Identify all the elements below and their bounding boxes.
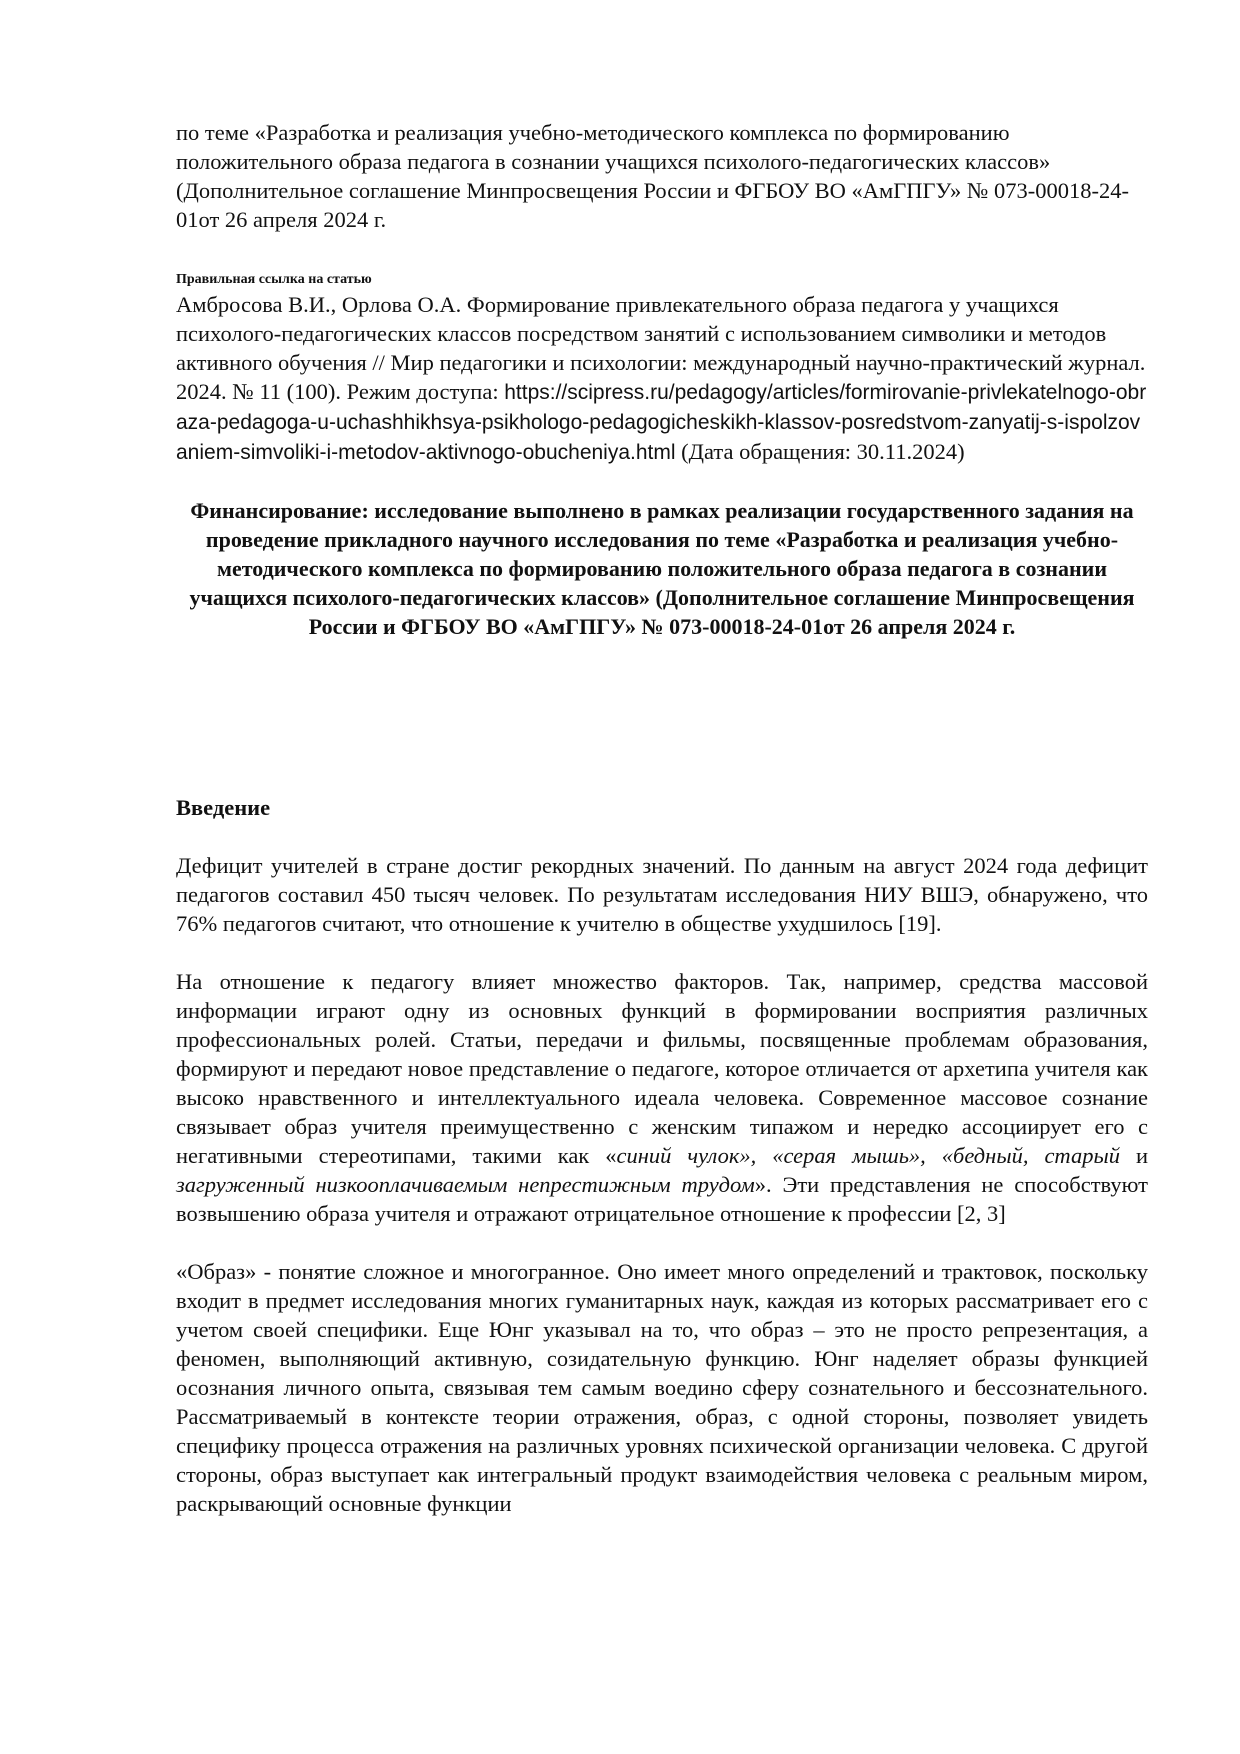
paragraph-2-italic-2: загруженный низкооплачиваемым непрестижным трудом	[176, 1172, 755, 1197]
paragraph-2-text-1: На отношение к педагогу влияет множество факторов. Так, например, средства массовой информации играют одну из основных функций в формировании восприятия различных профессиональных ролей. Статьи, передачи и фильмы, посвященные проблемам образования, формируют и передают новое представление о педагоге, которое отличается от архетипа учителя как высоко нравственного и интеллектуального идеала человека. Современное массовое сознание связывает образ учителя преимущественно с женским типажом и нередко ассоциирует его с негативными стереотипами, такими как «	[176, 969, 1148, 1168]
reference-citation	[176, 290, 1148, 467]
paragraph-2-italic-1: синий чулок», «серая мышь», «бедный, старый	[616, 1143, 1120, 1168]
reference-url-link[interactable]: https://scipress.ru/pedagogy/articles/formirovanie-privlekatelnogo-obraza-pedagoga-u-uchashhikhsya-psikhologo-pedagogicheskikh-klassov-posredstvom-zanyatij-s-ispolzovaniem-simvoliki-i-metodov-aktivnogo-obucheniya.html	[176, 381, 1147, 464]
document-page	[176, 118, 1148, 1518]
funding-statement: Финансирование: исследование выполнено в рамках реализации государственного задания на проведение прикладного научного исследования по теме «Разработка и реализация учебно-методического комплекса по формированию положительного образа педагога в сознании учащихся психолого-педагогических классов» (Дополнительное соглашение Минпросвещения России и ФГБОУ ВО «АмГПГУ» № 073-00018-24-01от 26 апреля 2024 г.	[189, 498, 1135, 639]
reference-access-date: (Дата обращения: 30.11.2024)	[675, 439, 965, 464]
body-paragraph-2	[176, 967, 1148, 1228]
reference-citation-text: Амбросова В.И., Орлова О.А. Формирование привлекательного образа педагога у учащихся психолого-педагогических классов посредством занятий с использованием символики и методов активного обучения // Мир педагогики и психологии: международный научно-практический журнал. 2024. № 11 (100). Режим доступа:	[176, 292, 1146, 404]
body-paragraph-1: Дефицит учителей в стране достиг рекордных значений. По данным на август 2024 года дефицит педагогов составил 450 тысяч человек. По результатам исследования НИУ ВШЭ, обнаружено, что 76% педагогов считают, что отношение к учителю в обществе ухудшилось [19].	[176, 853, 1148, 936]
paragraph-2-text-2: и	[1119, 1143, 1148, 1168]
paragraph-2-text-3: ». Эти представления не способствуют возвышению образа учителя и отражают отрицательное отношение к профессии [2, 3]	[176, 1172, 1148, 1226]
reference-heading: Правильная ссылка на статью	[176, 272, 372, 287]
body-paragraph-3: «Образ» - понятие сложное и многогранное. Оно имеет много определений и трактовок, поскольку входит в предмет исследования многих гуманитарных наук, каждая из которых рассматривает его с учетом своей специфики. Еще Юнг указывал на то, что образ – это не просто репрезентация, а феномен, выполняющий активную, созидательную функцию. Юнг наделяет образы функцией осознания личного опыта, связывая тем самым воедино сферу сознательного и бессознательного. Рассматриваемый в контексте теории отражения, образ, с одной стороны, позволяет увидеть специфику процесса отражения на различных уровнях психической организации человека. С другой стороны, образ выступает как интегральный продукт взаимодействия человека с реальным миром, раскрывающий основные функции	[176, 1259, 1148, 1516]
section-title: Введение	[176, 795, 271, 820]
intro-paragraph: по теме «Разработка и реализация учебно-методического комплекса по формированию положительного образа педагога в сознании учащихся психолого-педагогических классов» (Дополнительное соглашение Минпросвещения России и ФГБОУ ВО «АмГПГУ» № 073-00018-24-01от 26 апреля 2024 г.	[176, 120, 1129, 232]
